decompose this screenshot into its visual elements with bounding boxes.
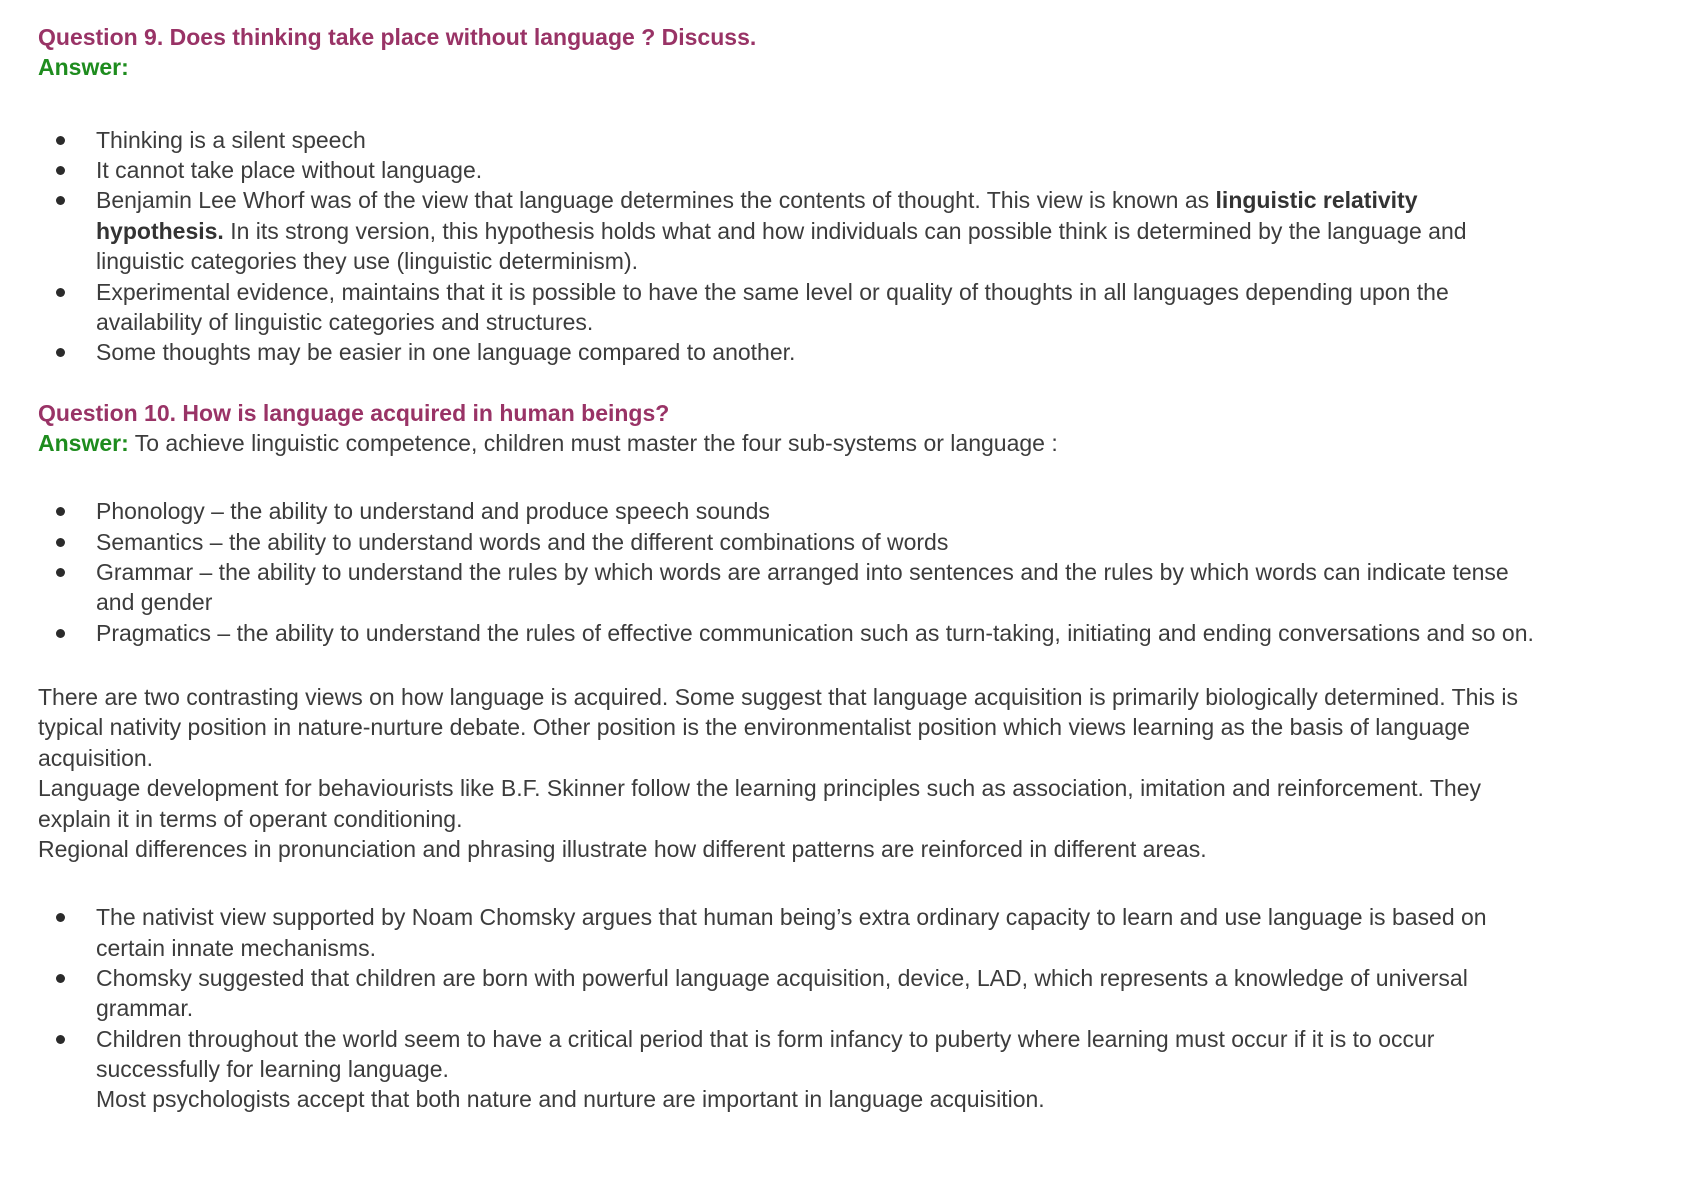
list-item	[38, 527, 1550, 557]
list-item	[38, 963, 1550, 1024]
list-item	[38, 155, 1550, 185]
q10-answer-label: Answer:	[38, 429, 129, 456]
bullet-text-bold: linguistic relativity hypothesis.	[96, 187, 1418, 244]
list-item	[38, 1024, 1550, 1115]
list-item	[38, 902, 1550, 963]
q10-paragraphs	[38, 682, 1550, 864]
paragraph: Regional differences in pronunciation and phrasing illustrate how different patterns are reinforced in different areas.	[38, 835, 1207, 862]
bullet-text: Thinking is a silent speech	[96, 126, 366, 153]
list-item	[38, 618, 1550, 648]
q10-answer-text: To achieve linguistic competence, children must master the four sub-systems or language :	[128, 429, 1058, 456]
paragraph: Language development for behaviourists like B.F. Skinner follow the learning principles such as association, imitation and reinforcement. They explain it in terms of operant conditioning.	[38, 775, 1481, 832]
list-item	[38, 496, 1550, 526]
paragraph: There are two contrasting views on how language is acquired. Some suggest that language acquisition is primarily biologically determined. This is typical nativity position in nature-nurture debate. Other position is the environmentalist position which views learning as the basis of language acquisition.	[38, 684, 1519, 771]
bullet-text: Experimental evidence, maintains that it is possible to have the same level or quality of thoughts in all languages depending upon the availability of linguistic categories and structures.	[96, 278, 1449, 335]
q10-answer-line	[38, 428, 1550, 458]
q9-answer-line	[38, 52, 1550, 82]
bullet-text: Semantics – the ability to understand words and the different combinations of words	[96, 528, 949, 555]
list-item	[38, 337, 1550, 367]
bullet-text: The nativist view supported by Noam Chomsky argues that human being’s extra ordinary capacity to learn and use language is based on certain innate mechanisms.	[96, 904, 1487, 961]
bullet-continuation-text: Most psychologists accept that both nature and nurture are important in language acquisition.	[96, 1086, 1045, 1113]
bullet-text: Grammar – the ability to understand the rules by which words are arranged into sentences and the rules by which words can indicate tense and gender	[96, 559, 1509, 616]
q9-bullet-list	[38, 125, 1550, 368]
question-9-heading: Question 9. Does thinking take place without language ? Discuss.	[38, 24, 757, 50]
bullet-text: In its strong version, this hypothesis holds what and how individuals can possible think is determined by the language and linguistic categories they use (linguistic determinism).	[96, 217, 1467, 275]
q9-answer-label: Answer:	[38, 54, 129, 81]
q10-bullet-list-2	[38, 902, 1550, 1115]
bullet-text: Some thoughts may be easier in one language compared to another.	[96, 339, 796, 366]
bullet-text: Phonology – the ability to understand and produce speech sounds	[96, 498, 770, 525]
list-item	[38, 185, 1550, 276]
bullet-text: Chomsky suggested that children are born with powerful language acquisition, device, LAD, which represents a knowledge of universal grammar.	[96, 964, 1468, 1022]
bullet-text: Children throughout the world seem to have a critical period that is form infancy to puberty where learning must occur if it is to occur successfully for learning language.	[96, 1025, 1435, 1083]
list-item	[38, 125, 1550, 155]
q10-bullet-list	[38, 496, 1550, 648]
question-10-heading: Question 10. How is language acquired in human beings?	[38, 399, 670, 426]
list-item	[38, 277, 1550, 338]
bullet-text: Benjamin Lee Whorf was of the view that language determines the contents of thought. This view is known as	[96, 187, 1216, 214]
list-item	[38, 557, 1550, 618]
bullet-text: It cannot take place without language.	[96, 157, 483, 184]
bullet-text: Pragmatics – the ability to understand the rules of effective communication such as turn-taking, initiating and ending conversations and so on.	[96, 619, 1534, 646]
